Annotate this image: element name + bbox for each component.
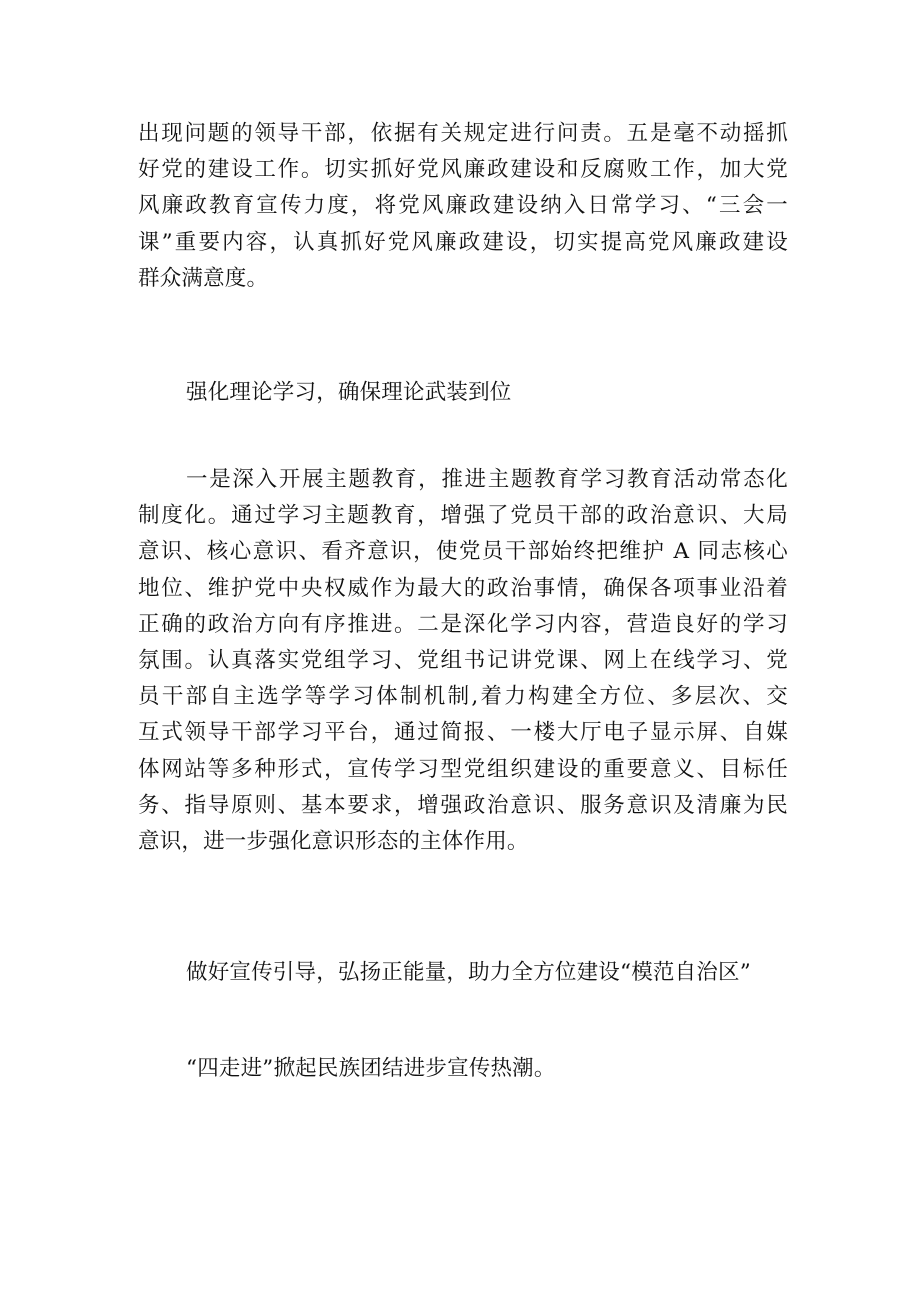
text-line: 群众满意度。 — [138, 265, 269, 291]
section-heading-theory-study: 强化理论学习，确保理论武装到位 — [186, 380, 512, 405]
text-line: 体网站等多种形式，宣传学习型党组织建设的重要意义、目标任 — [138, 756, 788, 782]
text-line: 正确的政治方向有序推进。二是深化学习内容，营造良好的学习 — [138, 611, 788, 637]
text-line: 课”重要内容，认真抓好党风廉政建设，切实提高党风廉政建设 — [138, 229, 788, 255]
section-heading-publicity: 做好宣传引导，弘扬正能量，助力全方位建设“模范自治区” — [186, 960, 751, 985]
text-line: 意识，进一步强化意识形态的主体作用。 — [138, 829, 529, 855]
text-line: 出现问题的领导干部，依据有关规定进行问责。五是毫不动摇抓 — [138, 121, 788, 146]
text-line: 氛围。认真落实党组学习、党组书记讲党课、网上在线学习、党 — [138, 648, 788, 674]
text-line: 好党的建设工作。切实抓好党风廉政建设和反腐败工作，加大党 — [138, 157, 788, 183]
text-line: 互式领导干部学习平台，通过简报、一楼大厅电子显示屏、自媒 — [138, 720, 788, 746]
text-line: 务、指导原则、基本要求，增强政治意识、服务意识及清廉为民 — [138, 792, 788, 818]
text-line: 一是深入开展主题教育，推进主题教育学习教育活动常态化 — [186, 467, 788, 492]
text-line: 员干部自主选学等学习体制机制,着力构建全方位、多层次、交 — [138, 684, 788, 710]
text-line: 制度化。通过学习主题教育，增强了党员干部的政治意识、大局 — [138, 503, 788, 529]
text-line: 意识、核心意识、看齐意识，使党员干部始终把维护 A 同志核心 — [138, 539, 788, 565]
text-line: 地位、维护党中央权威作为最大的政治事情，确保各项事业沿着 — [138, 575, 788, 601]
text-line: 风廉政教育宣传力度，将党风廉政建设纳入日常学习、“三会一 — [138, 193, 788, 219]
paragraph-theme-education — [138, 462, 788, 860]
paragraph-accountability — [138, 116, 788, 297]
section-heading-four-enters: “四走进”掀起民族团结进步宣传热潮。 — [186, 1056, 556, 1081]
